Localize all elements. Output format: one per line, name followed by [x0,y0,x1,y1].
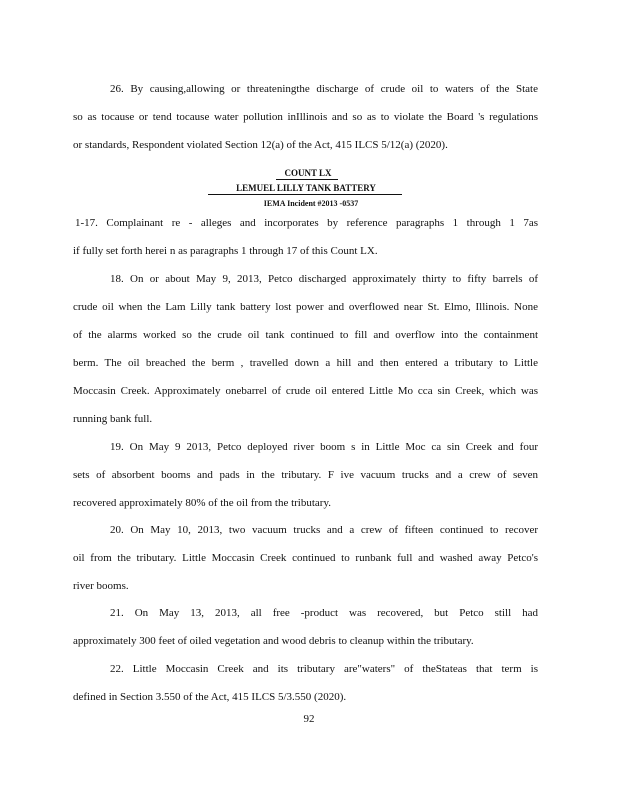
paragraph-21-line-1: 21. On May 13, 2013, all free -product was recovered, but Petco still had [110,607,538,619]
count-subheading-underline [208,194,402,195]
paragraph-19-line-1: 19. On May 9 2013, Petco deployed river boom s in Little Moc ca sin Creek and four [110,441,538,453]
paragraph-21-line-2: approximately 300 feet of oiled vegetation and wood debris to cleanup within the tributary. [73,635,474,647]
paragraph-20-line-3: river booms. [73,580,129,592]
paragraph-18-line-5: Moccasin Creek. Approximately onebarrel of crude oil entered Little Mo cca sin Creek, which was [73,385,538,397]
paragraph-18-line-3: of the alarms worked so the crude oil tank continued to fill and overflow into the containment [73,329,538,341]
paragraph-26-line-2: so as tocause or tend tocause water pollution inIllinois and so as to violate the Board 's regulations [73,111,538,123]
paragraph-22-line-1: 22. Little Moccasin Creek and its tributary are"waters" of theStateas that term is [110,663,538,675]
paragraph-1-17-line-1: 1-17. Complainant re - alleges and incorporates by reference paragraphs 1 through 1 7as [75,217,538,229]
paragraph-26-line-3: or standards, Respondent violated Section 12(a) of the Act, 415 ILCS 5/12(a) (2020). [73,139,448,151]
paragraph-19-line-2: sets of absorbent booms and pads in the tributary. F ive vacuum trucks and a crew of seven [73,469,538,481]
paragraph-18-line-4: berm. The oil breached the berm , travelled down a hill and then entered a tributary to Little [73,357,538,369]
paragraph-20-line-1: 20. On May 10, 2013, two vacuum trucks and a crew of fifteen continued to recover [110,524,538,536]
paragraph-26-line-1: 26. By causing,allowing or threateningthe discharge of crude oil to waters of the State [110,83,538,95]
paragraph-18-line-1: 18. On or about May 9, 2013, Petco discharged approximately thirty to fifty barrels of [110,273,538,285]
count-heading: COUNT LX [284,168,332,178]
paragraph-18-line-2: crude oil when the Lam Lilly tank battery lost power and overflowed near St. Elmo, Illinois. None [73,301,538,313]
paragraph-20-line-2: oil from the tributary. Little Moccasin Creek continued to runbank full and washed away Petco's [73,552,538,564]
paragraph-19-line-3: recovered approximately 80% of the oil from the tributary. [73,497,332,509]
paragraph-1-17-line-2: if fully set forth herei n as paragraphs 1 through 17 of this Count LX. [73,245,378,257]
count-subheading: LEMUEL LILLY TANK BATTERY [236,183,376,193]
paragraph-18-line-6: running bank full. [73,413,153,425]
page-number: 92 [303,713,315,725]
paragraph-22-line-2: defined in Section 3.550 of the Act, 415 ILCS 5/3.550 (2020). [73,691,347,703]
incident-number: IEMA Incident #2013 -0537 [263,199,359,208]
count-heading-underline [276,179,338,180]
